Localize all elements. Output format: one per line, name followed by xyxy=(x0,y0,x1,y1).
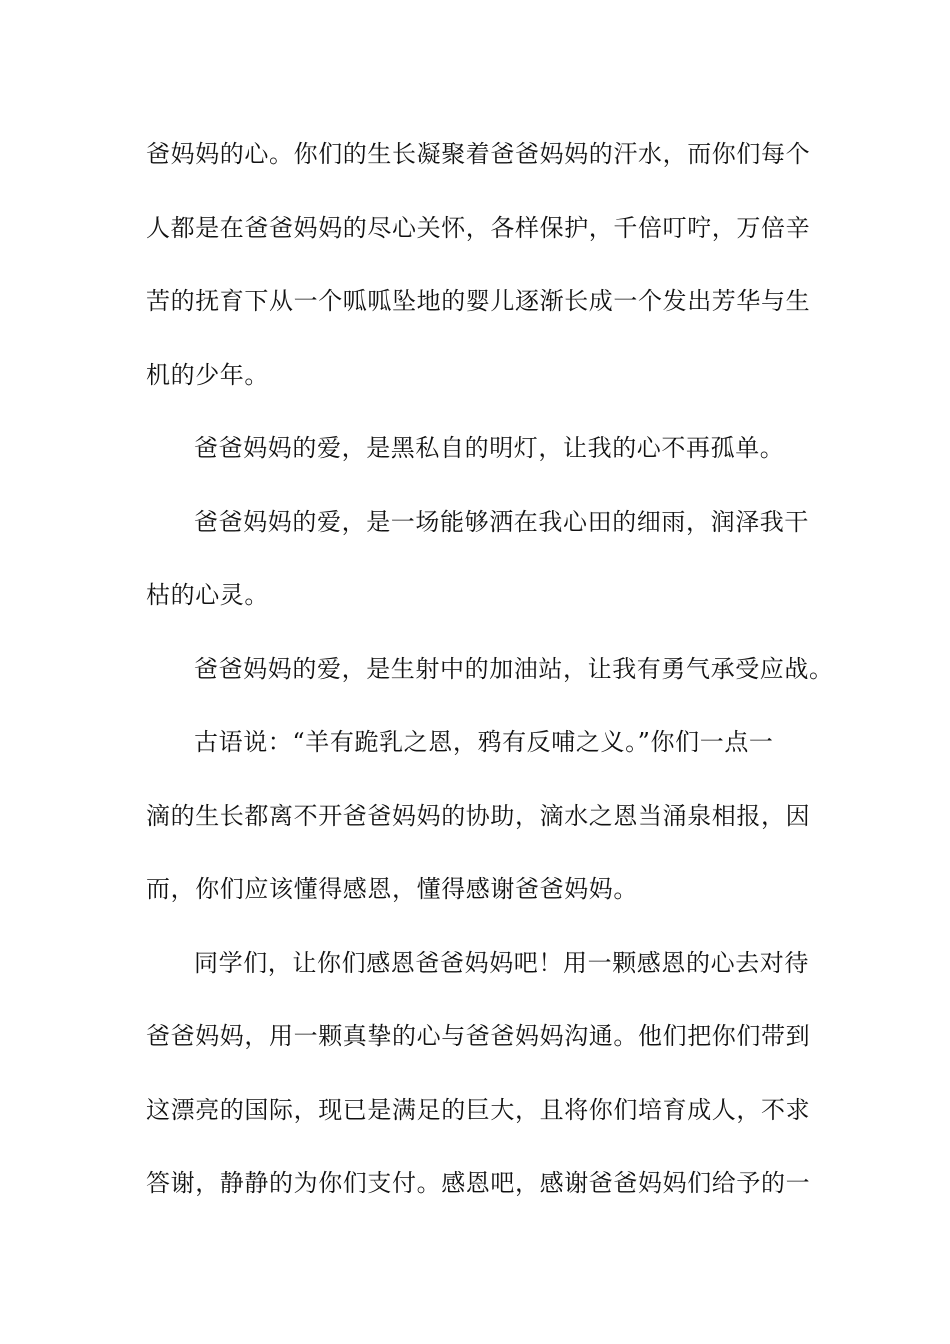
text-line: 滴的生长都离不开爸爸妈妈的协助，滴水之恩当涌泉相报，因 xyxy=(146,801,811,830)
paragraph-start-line: 同学们，让你们感恩爸爸妈妈吧！用一颗感恩的心去对待 xyxy=(194,948,809,977)
text-line: 爸妈妈的心。你们的生长凝聚着爸爸妈妈的汗水，而你们每个 xyxy=(146,140,811,168)
paragraph-start-line: 古语说：“羊有跪乳之恩，鸦有反哺之义。”你们一点一 xyxy=(194,728,774,756)
text-line: 爸爸妈妈，用一颗真挚的心与爸爸妈妈沟通。他们把你们带到 xyxy=(146,1022,811,1050)
paragraph-start-line: 爸爸妈妈的爱，是黑私自的明灯，让我的心不再孤单。 xyxy=(194,434,785,462)
text-line: 苦的抚育下从一个呱呱坠地的婴儿逐渐长成一个发出芳华与生 xyxy=(146,287,811,315)
text-line: 枯的心灵。 xyxy=(146,581,269,609)
text-line: 人都是在爸爸妈妈的尽心关怀，各样保护，千倍叮咛，万倍辛 xyxy=(146,213,811,242)
text-line: 这漂亮的国际，现已是满足的巨大，且将你们培育成人，不求 xyxy=(146,1095,811,1124)
paragraph-start-line: 爸爸妈妈的爱，是一场能够洒在我心田的细雨，润泽我干 xyxy=(194,507,809,536)
text-line: 机的少年。 xyxy=(146,360,269,389)
paragraph-start-line: 爸爸妈妈的爱，是生射中的加油站，让我有勇气承受应战。 xyxy=(194,654,834,683)
body-text xyxy=(146,118,834,1221)
text-line: 而，你们应该懂得感恩，懂得感谢爸爸妈妈。 xyxy=(146,875,638,903)
text-line: 答谢，静静的为你们支付。感恩吧，感谢爸爸妈妈们给予的一 xyxy=(146,1169,811,1197)
